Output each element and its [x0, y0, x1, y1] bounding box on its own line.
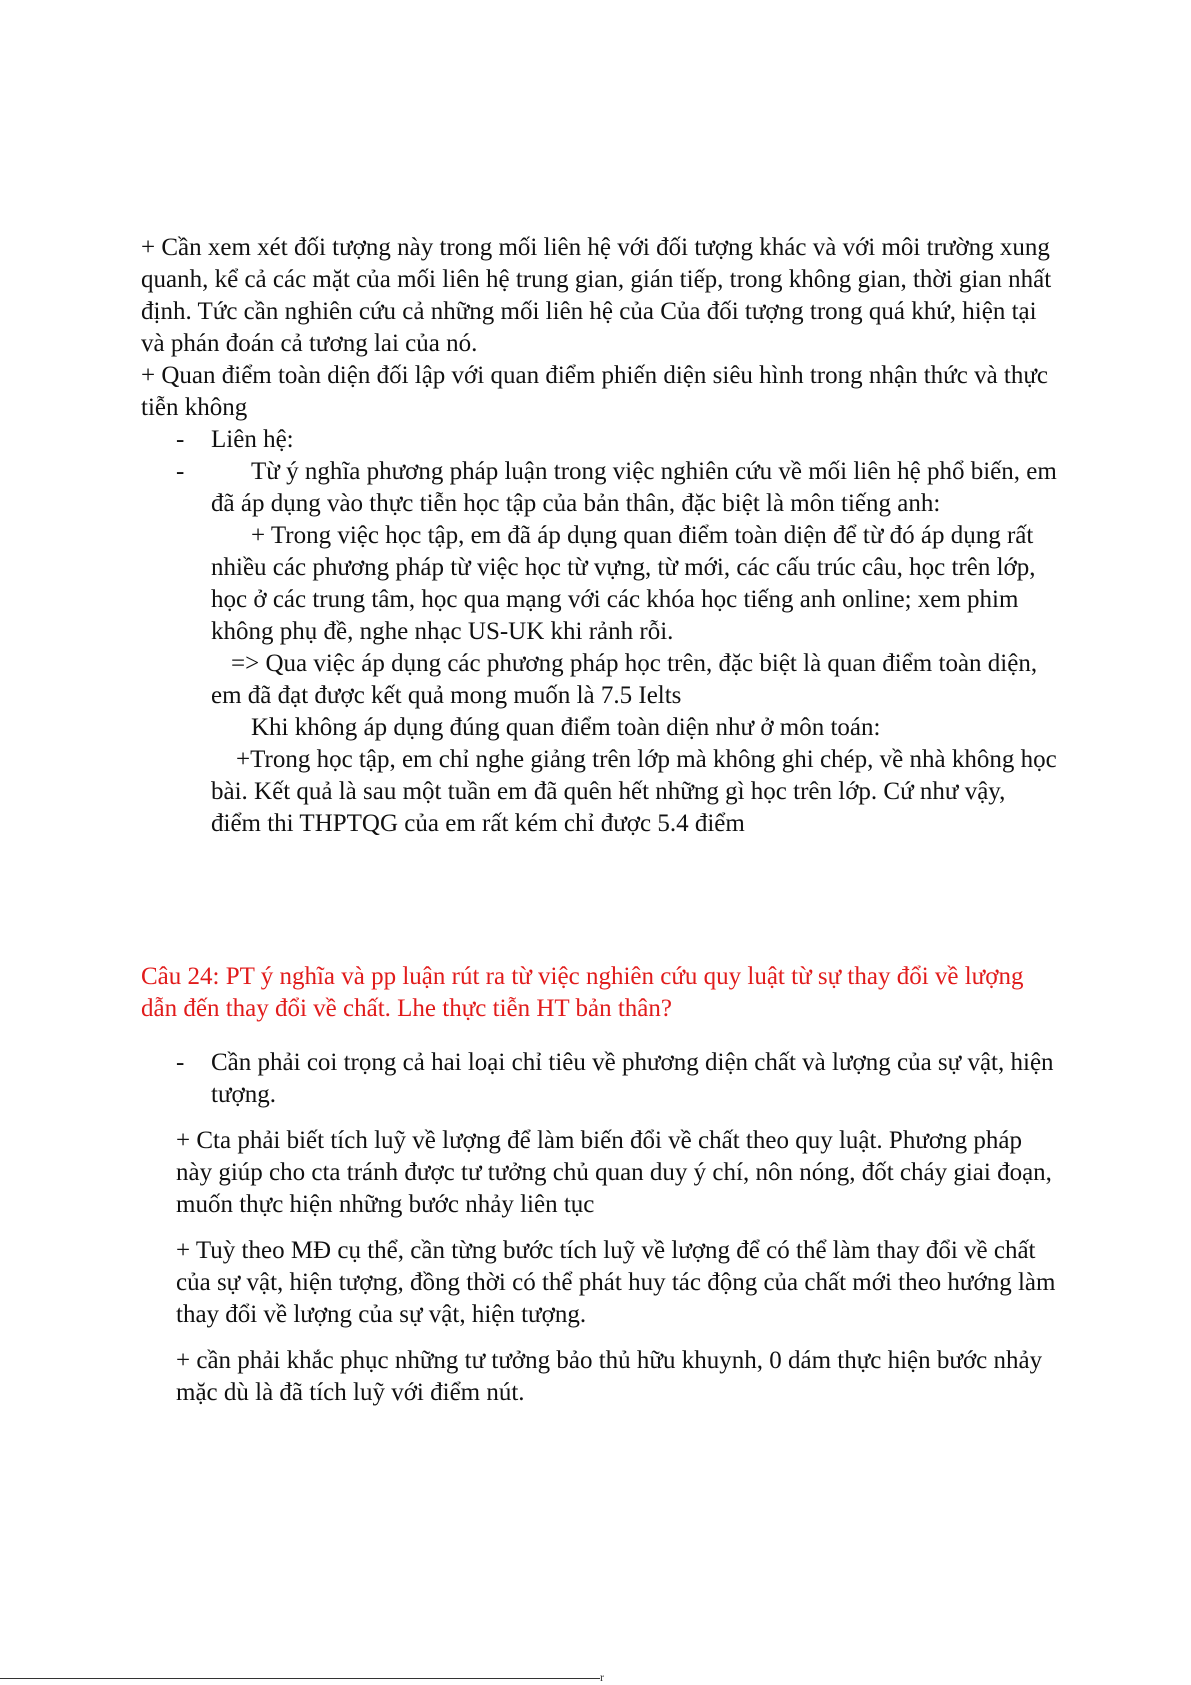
list-item: [141, 1047, 1061, 1111]
answer-section: [141, 1047, 1061, 1423]
intro-paragraph-1: + Cần xem xét đối tượng này trong mối liên hệ với đối tượng khác và với môi trường xung quanh, kể cả các mặt của mối liên hệ trung gian, gián tiếp, trong không gian, thời gian nhất định. Tức cần nghiên cứu cả những mối liên hệ của Của đối tượng trong quá khứ, hiện tại và phán đoán cả tương lai của nó.: [141, 234, 1052, 357]
sub-point-math-heading: Khi không áp dụng đúng quan điểm toàn diện như ở môn toán:: [251, 714, 881, 741]
sub-point-result: => Qua việc áp dụng các phương pháp học trên, đặc biệt là quan điểm toàn diện, em đã đạt được kết quả mong muốn là 7.5 Ielts: [211, 650, 1038, 709]
sub-point-english: + Trong việc học tập, em đã áp dụng quan điểm toàn diện để từ đó áp dụng rất nhiều các phương pháp từ việc học từ vựng, từ mới, các cấu trúc câu, học trên lớp, học ở các trung tâm, học qua mạng với các khóa học tiếng anh online; xem phim không phụ đề, nghe nhạc US-UK khi rảnh rỗi.: [211, 522, 1036, 645]
list-bullet: -: [176, 426, 185, 453]
sub-point-math: +Trong học tập, em chỉ nghe giảng trên lớp mà không ghi chép, về nhà không học bài. Kết quả là sau một tuần em đã quên hết những gì học trên lớp. Cứ như vậy, điểm thi THPTQG của em rất kém chỉ được 5.4 điểm: [211, 746, 1057, 837]
intro-section: [141, 232, 1061, 840]
footer-mark: r: [600, 1670, 604, 1684]
answer-paragraph-1: + Cta phải biết tích luỹ về lượng để làm biến đổi về chất theo quy luật. Phương pháp này giúp cho cta tránh được tư tưởng chủ quan duy ý chí, nôn nóng, đốt cháy giai đoạn, muốn thực hiện những bước nhảy liên tục: [176, 1127, 1052, 1218]
footer-divider: [0, 1678, 600, 1679]
list-bullet: -: [176, 458, 185, 485]
list-item-lien-he: Liên hệ:: [211, 426, 294, 453]
question-text: Câu 24: PT ý nghĩa và pp luận rút ra từ việc nghiên cứu quy luật từ sự thay đổi về lượng dẫn đến thay đổi về chất. Lhe thực tiễn HT bản thân?: [141, 963, 1024, 1022]
answer-paragraph-3: + cần phải khắc phục những tư tưởng bảo thủ hữu khuynh, 0 dám thực hiện bước nhảy mặc dù là đã tích luỹ với điểm nút.: [176, 1347, 1043, 1406]
list-item: [141, 424, 1061, 456]
answer-paragraph-2: + Tuỳ theo MĐ cụ thể, cần từng bước tích luỹ về lượng để có thể làm thay đổi về chất của sự vật, hiện tượng, đồng thời có thể phát huy tác động của chất mới theo hướng làm thay đổi về lượng của sự vật, hiện tượng.: [176, 1237, 1056, 1328]
answer-item-1: Cần phải coi trọng cả hai loại chỉ tiêu về phương diện chất và lượng của sự vật, hiện tượng.: [211, 1049, 1054, 1108]
sub-points: [141, 520, 1061, 840]
list-bullet: -: [176, 1049, 185, 1076]
list-item: [141, 456, 1061, 520]
list-item-application: Từ ý nghĩa phương pháp luận trong việc nghiên cứu về mối liên hệ phổ biến, em đã áp dụng vào thực tiễn học tập của bản thân, đặc biệt là môn tiếng anh:: [211, 458, 1057, 517]
intro-paragraph-2: + Quan điểm toàn diện đối lập với quan điểm phiến diện siêu hình trong nhận thức và thực tiễn không: [141, 362, 1049, 421]
question-heading: [141, 961, 1061, 1025]
